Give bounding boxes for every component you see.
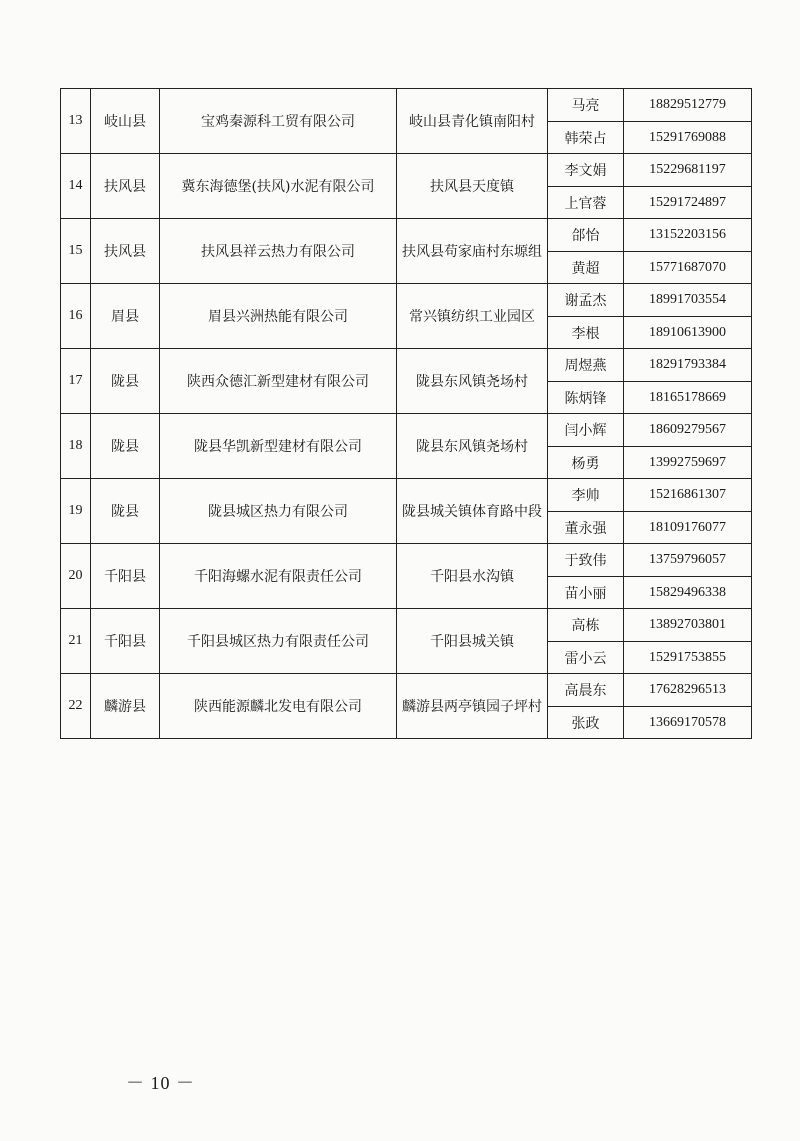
contact-phone-cell: 13892703801 [624, 609, 752, 642]
county-cell: 千阳县 [91, 544, 160, 609]
address-cell: 麟游县两亭镇园子坪村 [397, 674, 548, 739]
row-number-cell: 15 [61, 219, 91, 284]
contact-phone-cell: 13152203156 [624, 219, 752, 252]
contact-phone-cell: 15291769088 [624, 122, 752, 154]
table-row [61, 284, 752, 317]
contact-name-cell: 上官蓉 [548, 187, 624, 219]
contact-phone-cell: 15771687070 [624, 252, 752, 284]
table-row [61, 349, 752, 382]
contact-phone-cell: 18291793384 [624, 349, 752, 382]
row-number-cell: 17 [61, 349, 91, 414]
address-cell: 陇县城关镇体育路中段 [397, 479, 548, 544]
county-cell: 扶风县 [91, 154, 160, 219]
contact-phone-cell: 15291753855 [624, 642, 752, 674]
row-number-cell: 20 [61, 544, 91, 609]
table-row [61, 89, 752, 122]
address-cell: 常兴镇纺织工业园区 [397, 284, 548, 349]
company-cell: 宝鸡秦源科工贸有限公司 [160, 89, 397, 154]
contact-phone-cell: 18165178669 [624, 382, 752, 414]
contact-phone-cell: 13759796057 [624, 544, 752, 577]
contact-name-cell: 高栋 [548, 609, 624, 642]
contact-name-cell: 郃怡 [548, 219, 624, 252]
county-cell: 岐山县 [91, 89, 160, 154]
row-number-cell: 21 [61, 609, 91, 674]
contact-phone-cell: 13992759697 [624, 447, 752, 479]
contact-name-cell: 于致伟 [548, 544, 624, 577]
contact-phone-cell: 18910613900 [624, 317, 752, 349]
address-cell: 扶风县苟家庙村东塬组 [397, 219, 548, 284]
county-cell: 陇县 [91, 414, 160, 479]
contact-name-cell: 黄超 [548, 252, 624, 284]
county-cell: 陇县 [91, 479, 160, 544]
row-number-cell: 14 [61, 154, 91, 219]
contact-name-cell: 韩荣占 [548, 122, 624, 154]
company-cell: 千阳海螺水泥有限责任公司 [160, 544, 397, 609]
county-cell: 陇县 [91, 349, 160, 414]
contact-name-cell: 陈炳锋 [548, 382, 624, 414]
table-body [61, 89, 752, 739]
contact-phone-cell: 18609279567 [624, 414, 752, 447]
company-cell: 陕西众德汇新型建材有限公司 [160, 349, 397, 414]
contact-name-cell: 董永强 [548, 512, 624, 544]
county-cell: 扶风县 [91, 219, 160, 284]
contact-phone-cell: 18991703554 [624, 284, 752, 317]
contact-name-cell: 马亮 [548, 89, 624, 122]
contact-name-cell: 谢孟杰 [548, 284, 624, 317]
contact-name-cell: 雷小云 [548, 642, 624, 674]
enterprise-contact-table [60, 88, 752, 739]
table-row [61, 479, 752, 512]
contact-name-cell: 闫小辉 [548, 414, 624, 447]
table-row [61, 414, 752, 447]
page-number: － 10 － [126, 1073, 195, 1093]
row-number-cell: 19 [61, 479, 91, 544]
address-cell: 岐山县青化镇南阳村 [397, 89, 548, 154]
address-cell: 千阳县城关镇 [397, 609, 548, 674]
address-cell: 千阳县水沟镇 [397, 544, 548, 609]
contact-phone-cell: 15229681197 [624, 154, 752, 187]
address-cell: 扶风县天度镇 [397, 154, 548, 219]
county-cell: 眉县 [91, 284, 160, 349]
address-cell: 陇县东风镇尧场村 [397, 349, 548, 414]
contact-phone-cell: 15291724897 [624, 187, 752, 219]
contact-phone-cell: 15829496338 [624, 577, 752, 609]
company-cell: 扶风县祥云热力有限公司 [160, 219, 397, 284]
contact-name-cell: 高晨东 [548, 674, 624, 707]
contact-name-cell: 张政 [548, 707, 624, 739]
contact-phone-cell: 17628296513 [624, 674, 752, 707]
contact-name-cell: 李文娟 [548, 154, 624, 187]
enterprise-table-container [60, 88, 751, 739]
contact-name-cell: 周煜燕 [548, 349, 624, 382]
address-cell: 陇县东风镇尧场村 [397, 414, 548, 479]
contact-name-cell: 李帅 [548, 479, 624, 512]
company-cell: 眉县兴洲热能有限公司 [160, 284, 397, 349]
company-cell: 陇县城区热力有限公司 [160, 479, 397, 544]
contact-phone-cell: 18109176077 [624, 512, 752, 544]
contact-name-cell: 苗小丽 [548, 577, 624, 609]
row-number-cell: 18 [61, 414, 91, 479]
table-row [61, 674, 752, 707]
row-number-cell: 22 [61, 674, 91, 739]
contact-name-cell: 杨勇 [548, 447, 624, 479]
table-row [61, 544, 752, 577]
company-cell: 陇县华凯新型建材有限公司 [160, 414, 397, 479]
contact-phone-cell: 18829512779 [624, 89, 752, 122]
contact-name-cell: 李根 [548, 317, 624, 349]
row-number-cell: 13 [61, 89, 91, 154]
county-cell: 千阳县 [91, 609, 160, 674]
company-cell: 千阳县城区热力有限责任公司 [160, 609, 397, 674]
table-row [61, 154, 752, 187]
county-cell: 麟游县 [91, 674, 160, 739]
table-row [61, 219, 752, 252]
contact-phone-cell: 15216861307 [624, 479, 752, 512]
contact-phone-cell: 13669170578 [624, 707, 752, 739]
company-cell: 冀东海德堡(扶风)水泥有限公司 [160, 154, 397, 219]
row-number-cell: 16 [61, 284, 91, 349]
company-cell: 陕西能源麟北发电有限公司 [160, 674, 397, 739]
table-row [61, 609, 752, 642]
